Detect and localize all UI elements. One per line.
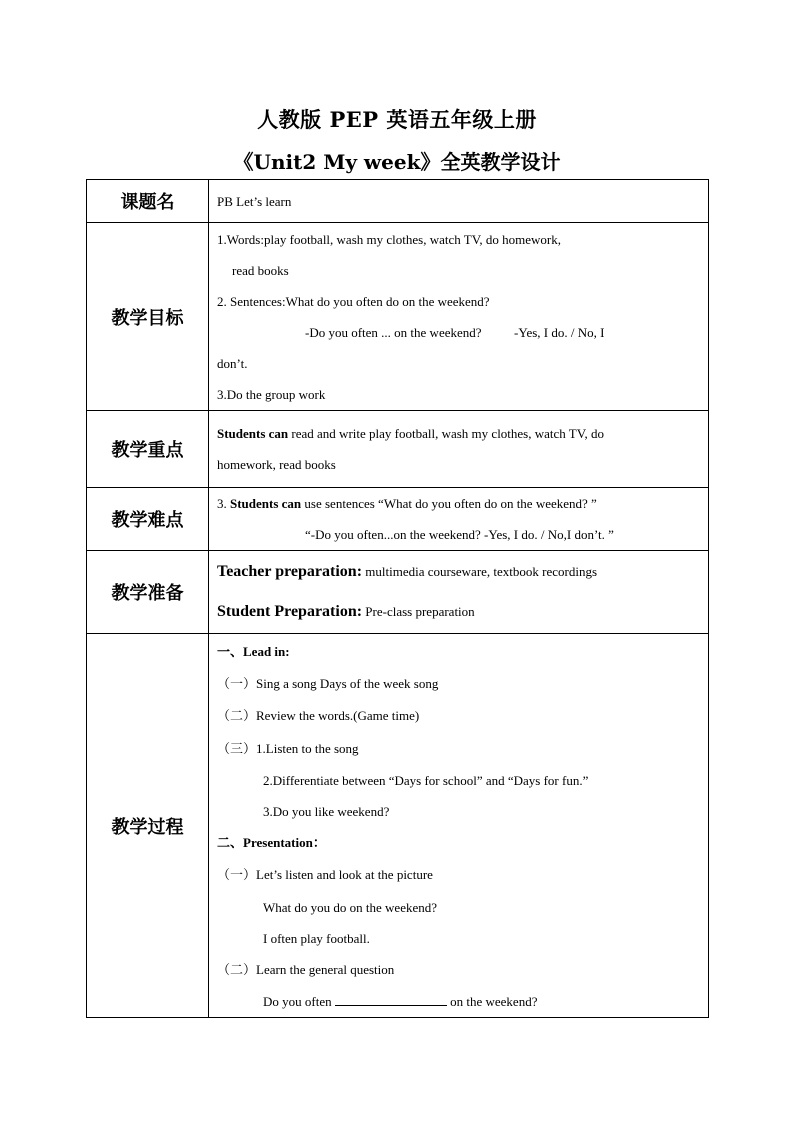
preparation-content [209,551,709,634]
teacher-preparation-value: multimedia courseware, textbook recordings [362,564,598,579]
key-points-content [209,411,709,488]
teacher-preparation [217,552,702,592]
label-objectives: 教学目标 [87,223,209,411]
lead-in-item-1-marker: （一） [217,677,257,693]
fill-in-question-end: on the weekend? [450,994,538,1010]
lesson-plan-table [86,179,709,1018]
key-points-line2: homework, read books [217,457,336,472]
objective-question: -Do you often ... on the weekend? [305,324,482,340]
row-preparation [87,551,709,634]
presentation-item-2-sub-1 [217,986,702,1017]
section-lead-in-number: 一、 [217,645,244,660]
lead-in-item-3-sub-3: 3.Do you like weekend? [263,804,390,820]
document-subtitle: 《Unit2 My week》全英教学设计 [233,150,561,174]
presentation-item-1-marker: （一） [217,868,257,884]
label-key-points: 教学重点 [87,411,209,488]
objective-answer-cont: don’t. [217,355,248,371]
row-process [87,634,709,1018]
section-lead-in-title: Lead in: [243,644,290,659]
objective-words: 1.Words:play football, wash my clothes, watch TV, do homework, [217,231,562,247]
key-points-line1 [217,418,702,449]
presentation-item-2-text: Learn the general question [256,962,395,978]
fill-in-blank-line [335,991,447,1006]
label-process: 教学过程 [87,634,209,1018]
difficulties-line2: “-Do you often...on the weekend? -Yes, I do. / No,I don’t. ” [305,527,614,542]
key-points-text: read and write play football, wash my clothes, watch TV, do [288,426,604,441]
lead-in-item-2-text: Review the words.(Game time) [256,708,420,724]
topic-value: PB Let’s learn [209,180,709,223]
lead-in-item-3-sub-2: 2.Differentiate between “Days for school” and “Days for fun.” [263,772,589,788]
key-points-prefix: Students can [217,426,289,441]
objective-answer: -Yes, I do. / No, I [514,324,605,340]
row-difficulties [87,488,709,551]
presentation-item-1 [217,859,702,891]
student-preparation [217,592,702,632]
section-presentation-title: Presentation： [243,835,326,851]
objectives-content [209,223,709,411]
student-preparation-label: Student Preparation: [217,603,363,620]
presentation-item-1-sub-1: What do you do on the weekend? [263,899,438,915]
student-preparation-value: Pre-class preparation [362,604,475,619]
process-content [209,634,709,1018]
fill-in-question-start: Do you often [263,994,332,1010]
objective-group-work: 3.Do the group work [217,386,326,402]
label-difficulties: 教学难点 [87,488,209,551]
lead-in-item-2 [217,700,702,732]
presentation-item-1-sub-2: I often play football. [263,930,370,946]
lead-in-item-1 [217,668,702,700]
row-key-points [87,411,709,488]
difficulties-number: 3. [217,496,227,511]
teacher-preparation-label: Teacher preparation: [217,563,363,580]
difficulties-text: use sentences “What do you often do on the weekend? ” [301,496,597,511]
difficulties-line1 [217,488,702,519]
objective-sentences: 2. Sentences:What do you often do on the weekend? [217,293,490,309]
objective-sentences-cont [217,317,702,348]
presentation-item-2 [217,954,702,986]
label-topic: 课题名 [87,180,209,223]
difficulties-prefix: Students can [230,496,302,511]
lead-in-item-1-text: Sing a song Days of the week song [256,676,439,692]
document-title: 人教版 PEP 英语五年级上册 [257,107,537,132]
section-presentation-number: 二、 [217,836,244,852]
label-preparation: 教学准备 [87,551,209,634]
section-presentation-heading [217,827,702,859]
section-lead-in-heading [217,636,702,668]
row-topic [87,180,709,223]
presentation-item-1-text: Let’s listen and look at the picture [256,867,433,883]
difficulties-content [209,488,709,551]
row-objectives [87,223,709,411]
lead-in-item-3 [217,733,702,765]
lead-in-item-3-marker: （三） [217,741,257,757]
objective-words-cont: read books [232,262,289,278]
lead-in-item-3-text: 1.Listen to the song [256,740,359,756]
lead-in-item-2-marker: （二） [217,709,257,725]
presentation-item-2-marker: （二） [217,963,257,979]
